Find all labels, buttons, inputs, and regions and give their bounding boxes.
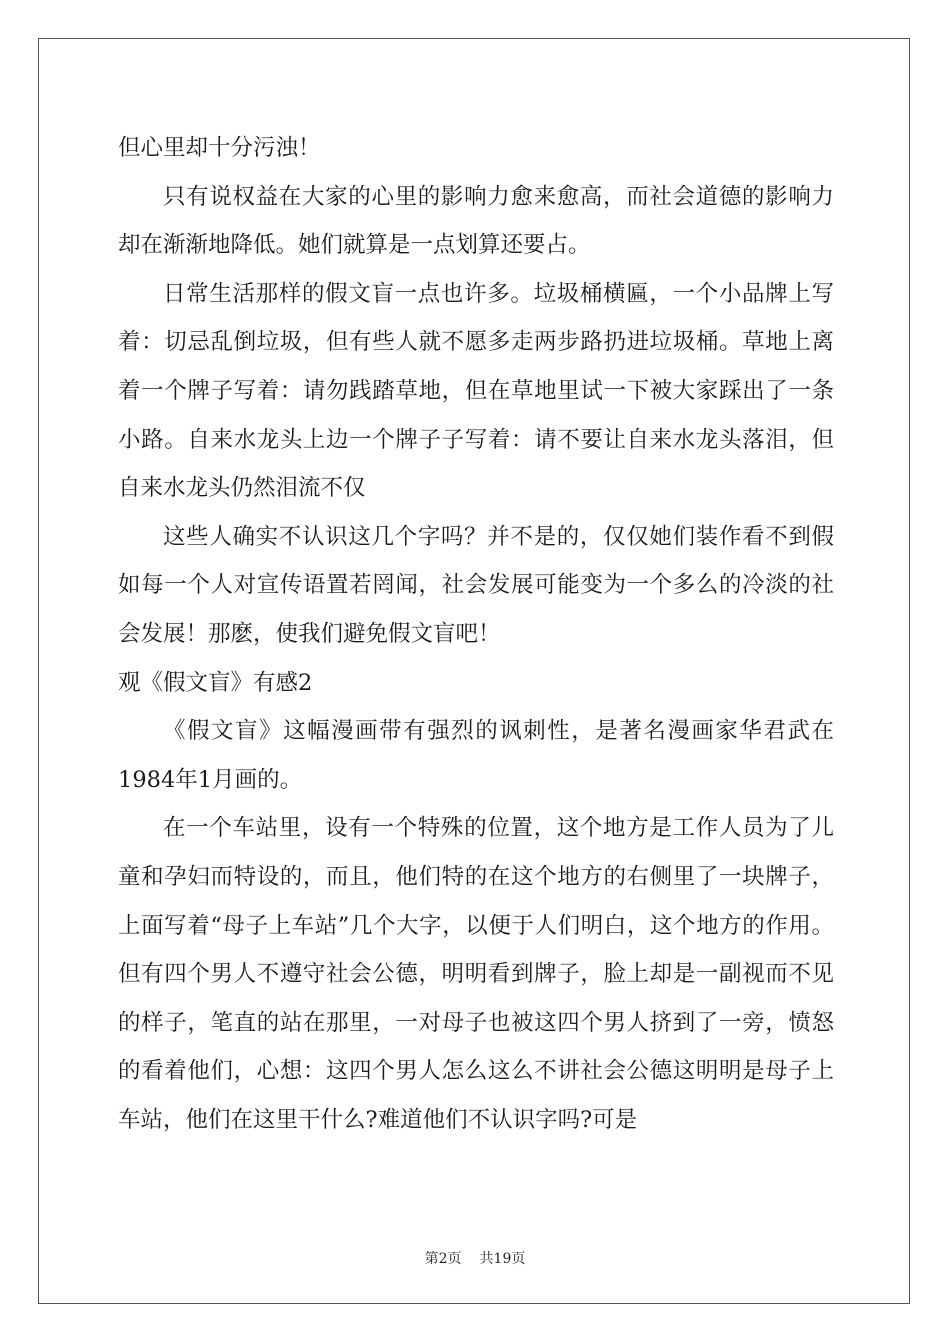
- page-number: 第2页: [424, 1251, 462, 1267]
- document-body: [118, 124, 834, 1144]
- paragraph: 在一个车站里，设有一个特殊的位置，这个地方是工作人员为了儿童和孕妇而特设的，而且，他们特的在这个地方的右侧里了一块牌子，上面写着“母子上车站”几个大字，以便于人们明白，这个地方的作用。但有四个男人不遵守社会公德，明明看到牌子，脸上却是一副视而不见的样子，笔直的站在那里，一对母子也被这四个男人挤到了一旁，愤怒的看着他们，心想：这四个男人怎么这么不讲社会公德这明明是母子上车站，他们在这里干什么?难道他们不认识字吗?可是: [118, 815, 834, 1133]
- section-heading: 观《假文盲》有感2: [118, 669, 313, 696]
- paragraph: 只有说权益在大家的心里的影响力愈来愈高，而社会道德的影响力却在渐渐地降低。她们就算是一点划算还要占。: [118, 183, 834, 259]
- paragraph: 这些人确实不认识这几个字吗？并不是的，仅仅她们装作看不到假如每一个人对宣传语置若罔闻，社会发展可能变为一个多么的冷淡的社会发展！那麽，使我们避免假文盲吧！: [118, 523, 834, 647]
- page-total: 共19页: [479, 1251, 526, 1267]
- paragraph: 《假文盲》这幅漫画带有强烈的讽刺性，是著名漫画家华君武在1984年1月画的。: [118, 718, 834, 793]
- paragraph: 但心里却十分污浊！: [118, 135, 321, 161]
- paragraph: 日常生活那样的假文盲一点也许多。垃圾桶横匾，一个小品牌上写着：切忌乱倒垃圾，但有些人就不愿多走两步路扔进垃圾桶。草地上离着一个牌子写着：请勿践踏草地，但在草地里试一下被大家踩出了一条小路。自来水龙头上边一个牌子子写着：请不要让自来水龙头落泪，但自来水龙头仍然泪流不仅: [118, 280, 834, 502]
- page-footer: [0, 1248, 950, 1268]
